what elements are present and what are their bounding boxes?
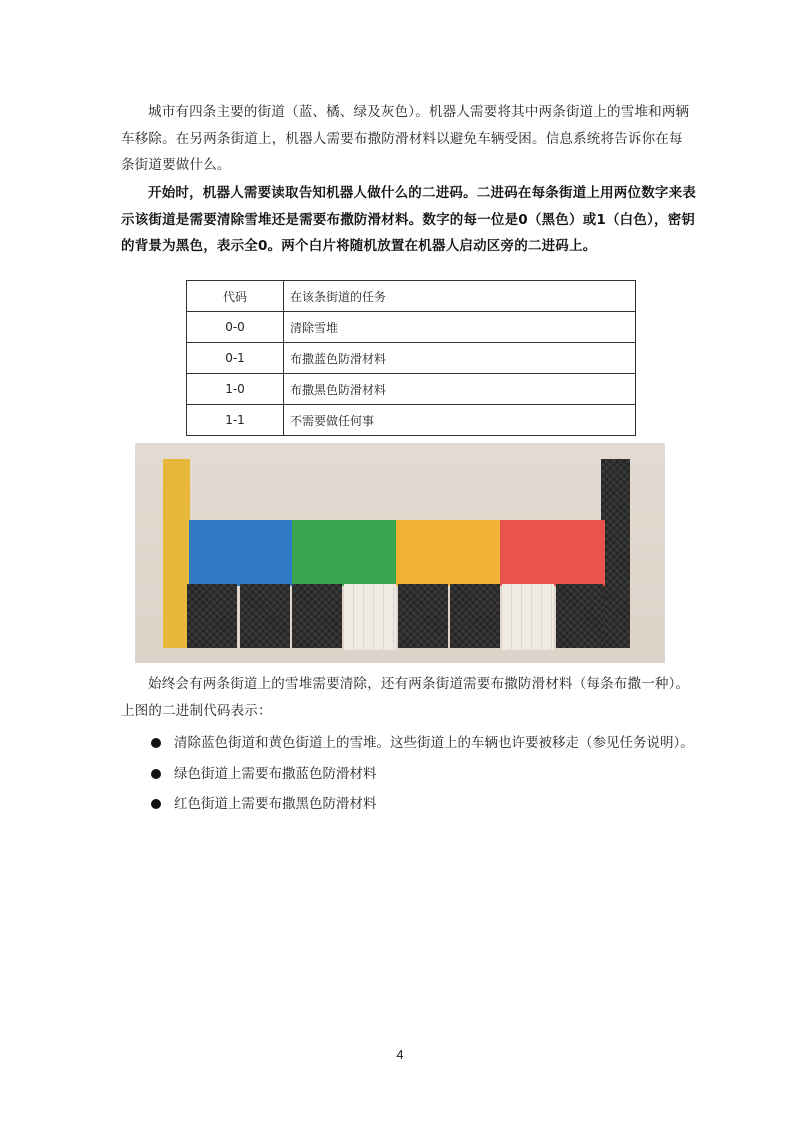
blue-street-block	[189, 520, 292, 586]
table-row	[187, 405, 636, 436]
bullet-text: 绿色街道上需要布撒蓝色防滑材料	[174, 765, 377, 782]
code-cell: 1-0	[187, 374, 284, 405]
task-cell: 布撒蓝色防滑材料	[284, 343, 636, 374]
yellow-strip	[163, 459, 190, 648]
list-item	[121, 730, 696, 757]
red-street-block	[500, 520, 605, 586]
table-header-row	[187, 281, 636, 312]
code-tile-black	[240, 584, 290, 648]
code-tile-white	[502, 584, 554, 650]
code-tile-black	[292, 584, 342, 648]
task-cell: 布撒黑色防滑材料	[284, 374, 636, 405]
summary-paragraph: 始终会有两条街道上的雪堆需要清除，还有两条街道需要布撒防滑材料（每条布撒一种）。上图的二进制代码表示：	[121, 676, 690, 719]
code-table	[186, 280, 636, 436]
header-task: 在该条街道的任务	[284, 281, 636, 312]
code-cell: 0-0	[187, 312, 284, 343]
list-item	[121, 761, 696, 788]
bullet-dot-icon	[151, 738, 161, 748]
table-row	[187, 343, 636, 374]
code-tile-black	[450, 584, 500, 648]
list-item	[121, 791, 696, 818]
bullet-dot-icon	[151, 769, 161, 779]
intro-paragraph: 城市有四条主要的街道（蓝、橘、绿及灰色）。机器人需要将其中两条街道上的雪堆和两辆车移除。在另两条街道上，机器人需要布撒防滑材料以避免车辆受困。信息系统将告诉你在每条街道要做什么。	[121, 104, 690, 173]
code-tile-white	[344, 584, 396, 650]
code-cell: 0-1	[187, 343, 284, 374]
code-tile-black	[187, 584, 237, 648]
binary-code-photo	[135, 443, 665, 663]
task-cell: 清除雪堆	[284, 312, 636, 343]
table-row	[187, 374, 636, 405]
code-tile-black	[556, 584, 603, 648]
green-street-block	[292, 520, 396, 586]
code-cell: 1-1	[187, 405, 284, 436]
page-number: 4	[396, 1047, 404, 1062]
table-row	[187, 312, 636, 343]
binary-code-paragraph: 开始时，机器人需要读取告知机器人做什么的二进码。二进码在每条街道上用两位数字来表示该街道是需要清除雪堆还是需要布撒防滑材料。数字的每一位是0（黑色）或1（白色），密钥的背景为黑色，表示全0。两个白片将随机放置在机器人启动区旁的二进码上。	[121, 185, 696, 254]
bullet-text: 红色街道上需要布撒黑色防滑材料	[174, 796, 377, 812]
bullet-list	[121, 730, 696, 822]
task-cell: 不需要做任何事	[284, 405, 636, 436]
bullet-text: 清除蓝色街道和黄色街道上的雪堆。这些街道上的车辆也许要被移走（参见任务说明）。	[174, 735, 694, 751]
black-strip	[601, 459, 630, 648]
orange-street-block	[396, 520, 500, 586]
header-code: 代码	[187, 281, 284, 312]
bullet-dot-icon	[151, 799, 161, 809]
code-tile-black	[398, 584, 448, 648]
